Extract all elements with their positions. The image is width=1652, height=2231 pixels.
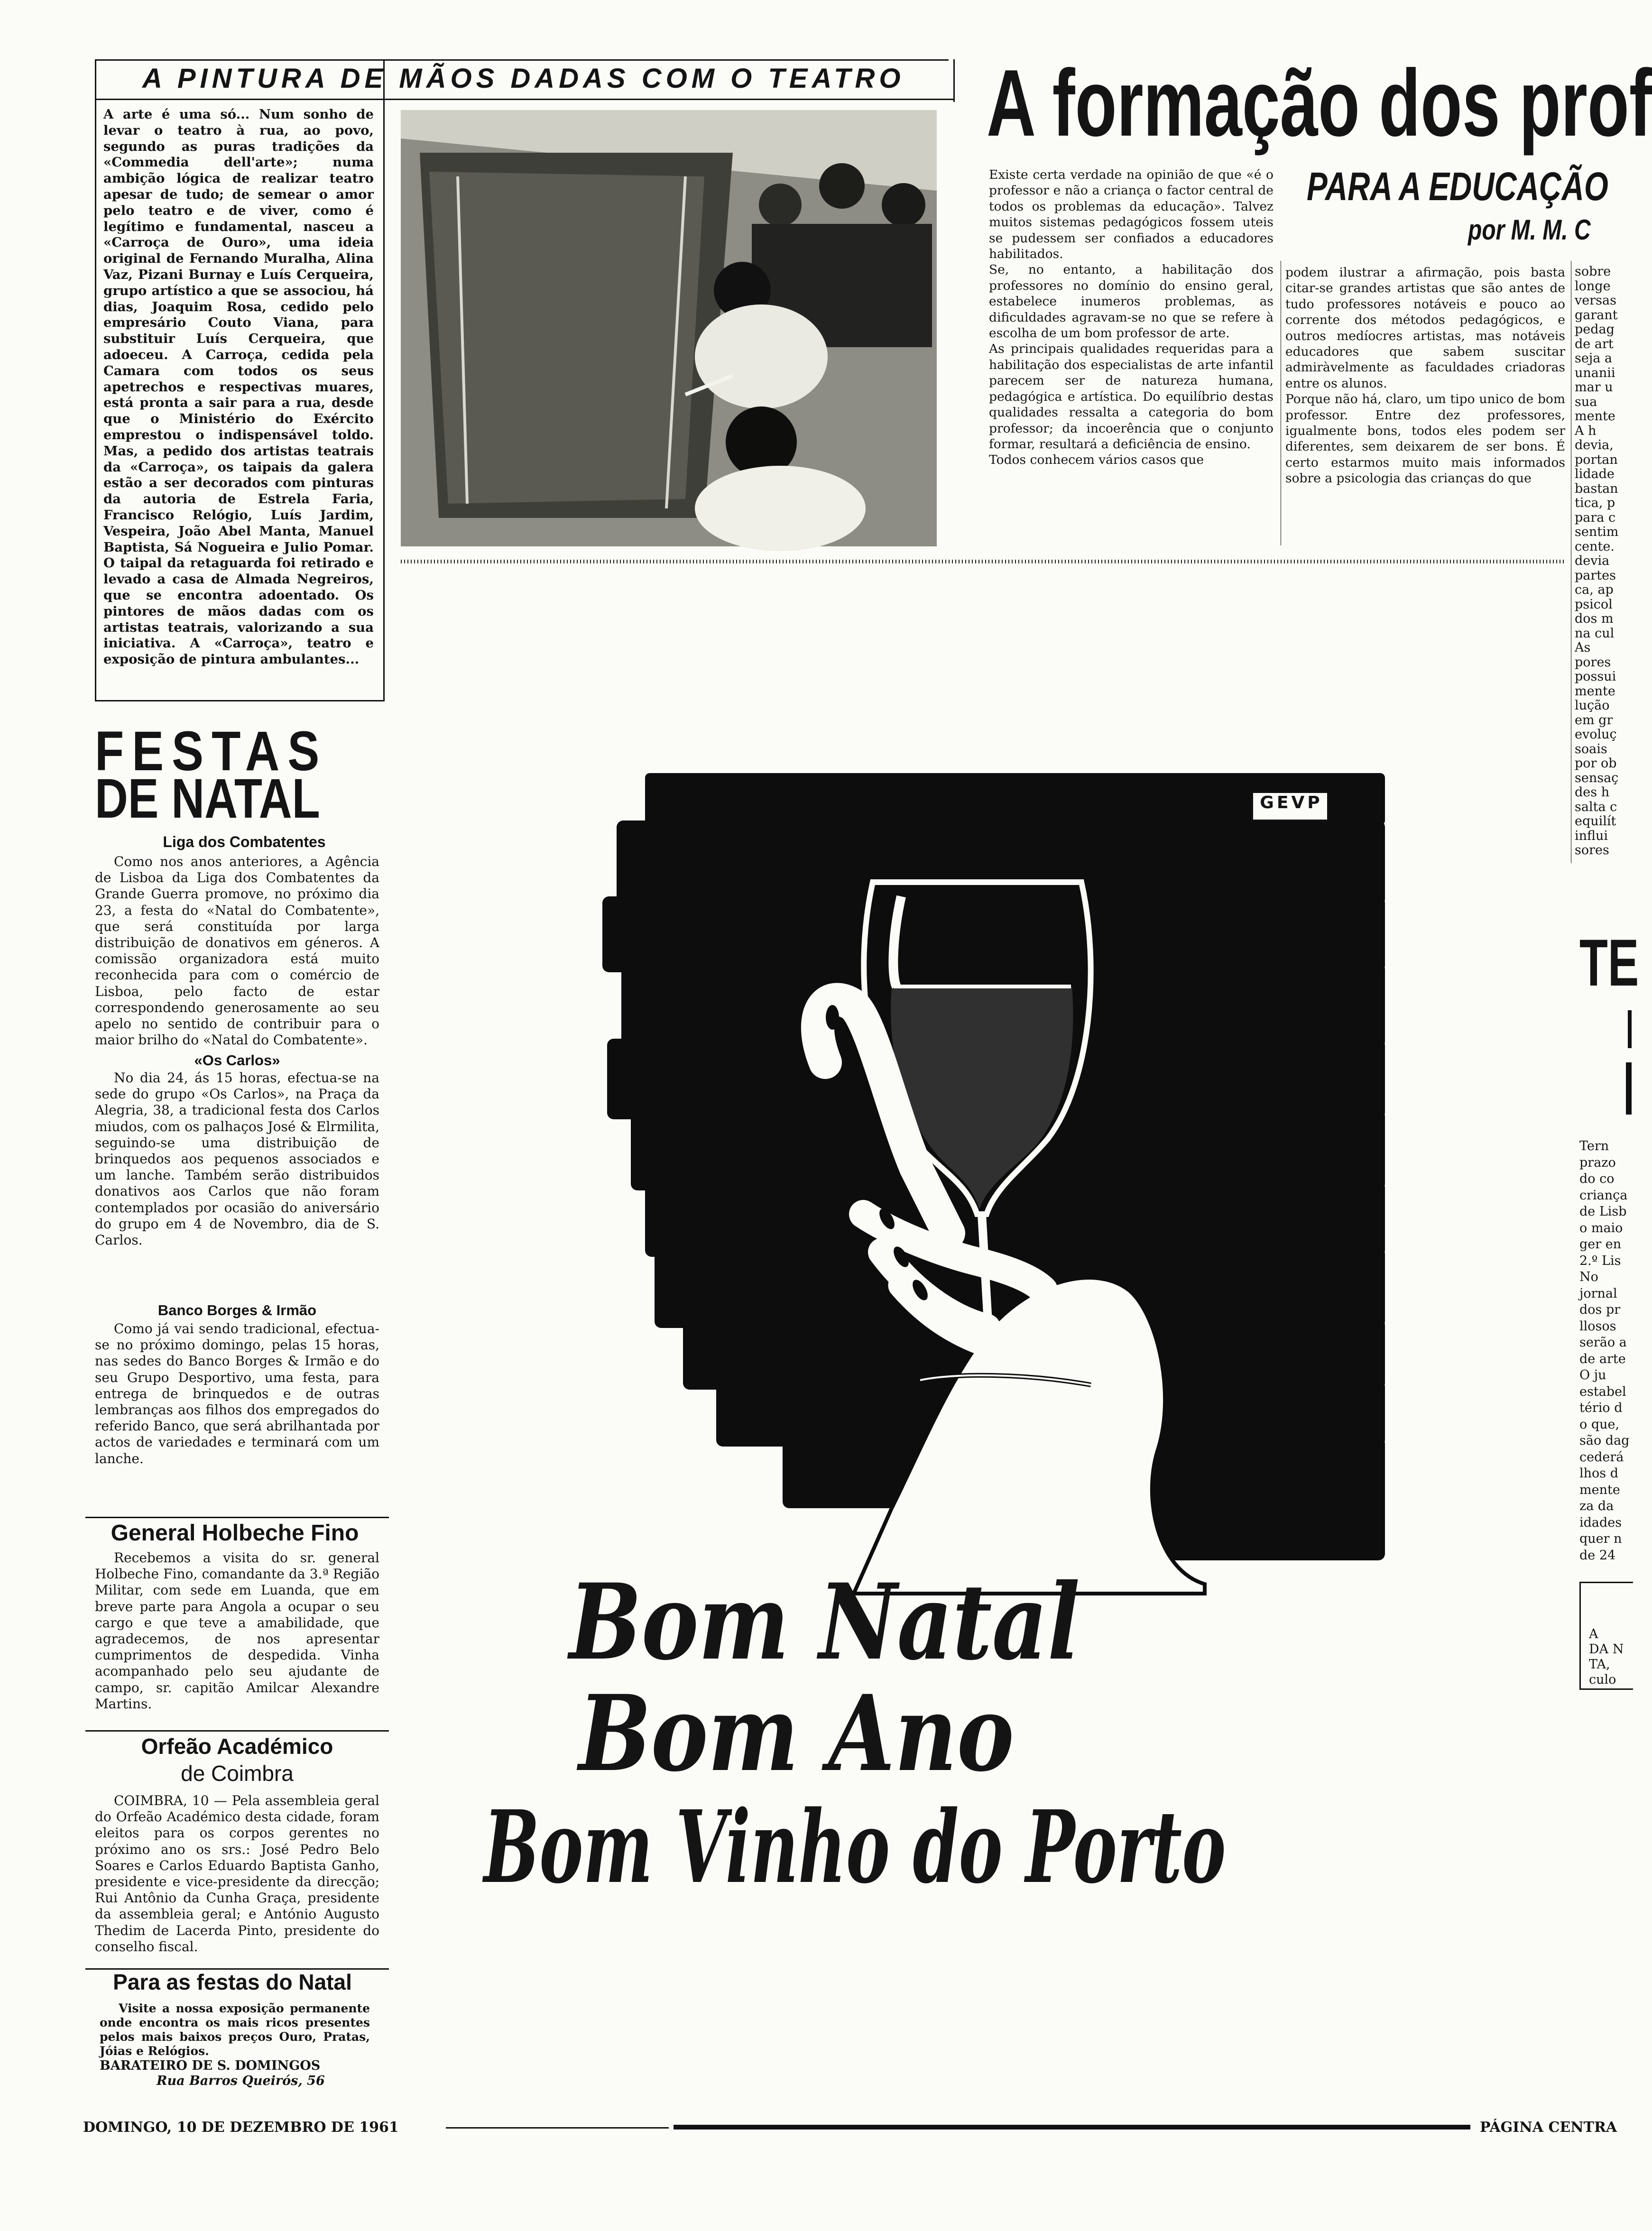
holbeche-top-rule xyxy=(85,1517,389,1518)
te-column-line: tério d xyxy=(1579,1401,1623,1415)
te-column-line: 2.º Lis xyxy=(1579,1253,1621,1268)
formacao-subtitle: PARA A EDUCAÇÃO xyxy=(1307,164,1608,209)
formacao-col3-line: soais xyxy=(1575,741,1607,756)
formacao-col3-line: pedag xyxy=(1575,322,1615,337)
formacao-col3-line: As xyxy=(1575,640,1591,655)
te-column-line: idades xyxy=(1579,1515,1622,1530)
te-column-line: lhos d xyxy=(1579,1466,1619,1481)
te-column-line: quer n xyxy=(1579,1531,1622,1546)
formacao-col3-line: possui xyxy=(1575,669,1616,684)
wine-ad-line2: Bom Ano xyxy=(579,1672,1014,1795)
orfeao-top-rule xyxy=(85,1730,389,1732)
te-box-line: TA, xyxy=(1589,1657,1610,1672)
pintura-photo xyxy=(401,110,937,546)
holbeche-title: General Holbeche Fino xyxy=(111,1521,359,1546)
te-column-line: o maio xyxy=(1579,1220,1623,1235)
formacao-col1: Existe certa verdade na opinião de que «é o professor e não a criança o factor central de todos os problemas da educação». Talvez muitos sistemas pedagógicos fossem uteis se pudessem ser confiados a educadores habilitados. Se, no entanto, a habilitação dos professores no domínio do ensino geral, estabelece inumeros problemas, as dificuldades agravam-se no que se refere à escolha de um bom professor de arte. As principais qualidades requeridas para a habilitação dos especialistas de arte infantil parecem ser de natureza humana, pedagógica e artística. Do equilíbrio destas qualidades ressalta a categoria do bom professor; da incoerência que o conjunto formar, resultará a deficiência de ensino. Todos conhecem vários casos que xyxy=(989,167,1274,468)
te-column-line: criança xyxy=(1579,1188,1628,1203)
formacao-col3-line: seja a xyxy=(1575,351,1612,366)
te-column-line: o que, xyxy=(1579,1417,1620,1432)
te-column-line: O ju xyxy=(1579,1368,1606,1383)
formacao-col3-line: devia xyxy=(1575,553,1610,568)
te-column-line: cederá xyxy=(1579,1449,1624,1465)
formacao-col3-line: sentim xyxy=(1575,525,1619,539)
te-box-text xyxy=(1589,1627,1632,1687)
painters-scene-image xyxy=(401,110,937,546)
formacao-col3-line: sensaç xyxy=(1575,770,1619,785)
te-column-line: mente xyxy=(1579,1482,1620,1497)
formacao-col3-line: garant xyxy=(1575,307,1618,323)
te-column-line: llosos xyxy=(1579,1318,1616,1334)
festas-ad-text: Visite a nossa exposição permanente onde encontra os mais ricos presentes pelos mais baixos preços Ouro, Pratas, Jóias e Relógios. xyxy=(100,2001,370,2058)
formacao-col3-line: lução xyxy=(1575,698,1610,713)
pintura-title-rule-right xyxy=(953,59,955,102)
formacao-col3-line: des h xyxy=(1575,785,1610,800)
te-bracket-2 xyxy=(1626,1062,1632,1115)
carlos-heading: «Os Carlos» xyxy=(194,1052,280,1069)
orfeao-title: Orfeão Académico xyxy=(141,1734,333,1759)
formacao-col3-line: devia, xyxy=(1575,438,1614,452)
formacao-col3-line: equilít xyxy=(1575,814,1616,829)
te-bracket-1 xyxy=(1628,1010,1632,1048)
wine-ad-line3: Bom Vinho do Porto xyxy=(484,1788,1226,1906)
carlos-text: No dia 24, ás 15 horas, efectua-se na sede do grupo «Os Carlos», na Praça da Alegria, 38, a tradicional festa dos Carlos miudos, com os palhaços José & Elrmilita, seguindo-se uma distribuição de brinquedos aos pequenos associados e um lanche. Também serão distribuidos donativos aos Carlos que não foram contemplados por ocasião do aniversário do grupo em 4 de Novembro, dia de S. Carlos. xyxy=(95,1070,379,1248)
formacao-col3-line: A h xyxy=(1575,423,1597,438)
festas-title-2: DE NATAL xyxy=(95,767,320,830)
te-column-line: de Lisb xyxy=(1579,1204,1627,1219)
wine-ad-line1: Bom Natal xyxy=(569,1560,1080,1683)
formacao-col3-line: ca, ap xyxy=(1575,582,1614,597)
formacao-col3-line: lidade xyxy=(1575,467,1615,481)
te-box-line: DA N xyxy=(1589,1642,1624,1657)
formacao-col3-line: pores xyxy=(1575,655,1611,670)
formacao-col3-line: salta c xyxy=(1575,799,1617,814)
formacao-col3-line: partes xyxy=(1575,568,1616,583)
te-column-line: serão a xyxy=(1579,1335,1627,1350)
te-column-line: prazo xyxy=(1579,1155,1616,1170)
festas-title-1: FESTAS xyxy=(95,720,328,783)
te-column-line: za da xyxy=(1579,1499,1614,1513)
formacao-col3-line: unanii xyxy=(1575,365,1615,380)
formacao-col3-line: por ob xyxy=(1575,756,1617,771)
te-column-line: de arte xyxy=(1579,1351,1626,1366)
te-title: TE xyxy=(1579,925,1639,1000)
formacao-col3-line: mente xyxy=(1575,409,1615,424)
formacao-col3-line: longe xyxy=(1575,278,1611,294)
te-column-line: Tern xyxy=(1579,1139,1609,1153)
formacao-col3-line: dos m xyxy=(1575,611,1614,626)
formacao-col2: podem ilustrar a afirmação, pois basta citar-se grandes artistas que são antes de tudo professores notáveis e pouco ao corrente dos métodos pedagógicos, e outros medíocres artistas, mas notáveis educadores que sabem suscitar admiràvelmente as faculdades criadoras entre os alunos. Porque não há, claro, um tipo unico de bom professor. Entre dez professores, igualmente bons, todos eles podem ser diferentes, sem deixarem de ser bons. É certo estarmos muito mais informados sobre a psicologia das crianças do que xyxy=(1285,265,1565,486)
formacao-col3-line: em gr xyxy=(1575,712,1613,728)
formacao-col3-line: sobre xyxy=(1575,264,1611,279)
formacao-col3-line: na cul xyxy=(1575,626,1615,641)
footer-rule-1 xyxy=(446,2127,669,2129)
liga-text: Como nos anos anteriores, a Agência de Lisboa da Liga dos Combatentes da Grande Guerra promove, no próximo dia 23, a festa do «Natal do Combatente», que será constituída por larga distribuição de donativos em géneros. A comissão organizadora está muito reconhecida para com o comércio de Lisboa, pelo facto de estar correspondendo generosamente ao seu apelo no sentido de contribuir para o maior brilho do «Natal do Combatente». xyxy=(95,854,379,1048)
orfeao-text: COIMBRA, 10 — Pela assembleia geral do Orfeão Académico desta cidade, foram eleitos para os corpos gerentes no próximo ano os srs.: José Pedro Belo Soares e Carlos Eduardo Baptista Ganho, presidente e vice-presidente da direcção; Rui Antônio da Cunha Graça, presidente da assembleia geral; e António Augusto Thedim de Lacerda Pinto, presidente do conselho fiscal. xyxy=(95,1793,379,1954)
holbeche-text: Recebemos a visita do sr. general Holbeche Fino, comandante da 3.ª Região Militar, com sede em Luanda, que em breve parte para Angola a ocupar o seu cargo e que teve a amabilidade, que agradecemos, de nos apresentar cumprimentos de despedida. Vinha acompanhado pelo seu ajudante de campo, sr. capitão Amilcar Alexandre Martins. xyxy=(95,1550,379,1712)
formacao-col3-line: bastan xyxy=(1575,481,1618,496)
footer-date: DOMINGO, 10 DE DEZEMBRO DE 1961 xyxy=(83,2119,399,2136)
formacao-col3-line: versas xyxy=(1575,293,1616,308)
te-column-line: jornal xyxy=(1579,1286,1617,1301)
section-separator xyxy=(401,560,1565,563)
te-column-line: estabel xyxy=(1579,1384,1626,1399)
te-column-line: são dag xyxy=(1579,1433,1630,1448)
orfeao-subtitle: de Coimbra xyxy=(181,1761,294,1786)
formacao-col3 xyxy=(1575,265,1632,858)
te-column-line: do co xyxy=(1579,1171,1615,1186)
pintura-text: A arte é uma só... Num sonho de levar o teatro à rua, ao povo, segundo as puras tradições da «Commedia dell'arte»; numa ambição lógica de realizar teatro apesar de tudo; de semear o amor pelo teatro e de viver, como é legítimo e fundamental, nasceu a «Carroça de Ouro», uma ideia original de Fernando Muralha, Alina Vaz, Pizani Burnay e Luís Cerqueira, grupo artístico a que se associou, há dias, Joaquim Rosa, cedido pelo empresário Couto Viana, para substituir Luís Cerqueira, que adoeceu. A Carroça, cedida pela Camara com todos os seus apetrechos e respectivas muares, está pronta a sair para a rua, desde que o Ministério do Exército emprestou o indispensável toldo. Mas, a pedido dos artistas teatrais da «Carroça», os taipais da galera estão a ser decorados com pinturas da autoria de Estrela Faria, Francisco Relógio, Luís Jardim, Vespeira, João Abel Manta, Manuel Baptista, Sá Nogueira e Julio Pomar. O taipal da retaguarda foi retirado e levado a casa de Almada Negreiros, que se encontra adoentado. Os pintores de mãos dadas com os artistas teatrais, valorizando a sua iniciativa. A «Carroça», teatro e exposição de pintura ambulantes... xyxy=(103,107,374,667)
festas-ad-shop: BARATEIRO DE S. DOMINGOS xyxy=(100,2058,321,2073)
formacao-col3-line: cente. xyxy=(1575,539,1615,554)
formacao-col3-line: para c xyxy=(1575,510,1616,525)
formacao-col3-line: tica, p xyxy=(1575,496,1615,510)
festas-ad-address: Rua Barros Queirós, 56 xyxy=(157,2074,325,2088)
festas-ad-title: Para as festas do Natal xyxy=(113,1970,352,1994)
formacao-col3-line: influi xyxy=(1575,828,1608,843)
wine-ad-logo: GEVP xyxy=(1260,793,1323,812)
formacao-col3-line: mente xyxy=(1575,683,1615,699)
liga-heading: Liga dos Combatentes xyxy=(163,833,326,850)
te-box-line: culo xyxy=(1589,1672,1616,1687)
te-column-line: de 24 xyxy=(1579,1548,1616,1563)
formacao-col3-line: evoluç xyxy=(1575,727,1617,742)
formacao-col3-line: mar u xyxy=(1575,380,1613,395)
pintura-title: A PINTURA DE MÃOS DADAS COM O TEATRO xyxy=(142,63,905,94)
formacao-col3-line: psicol xyxy=(1575,597,1613,612)
formacao-byline: por M. M. C xyxy=(1468,214,1591,246)
footer-page: PÁGINA CENTRA xyxy=(1480,2119,1617,2136)
formacao-col3-line: sua xyxy=(1575,394,1597,409)
banco-text: Como já vai sendo tradicional, efectua-se no próximo domingo, pelas 15 horas, nas sedes do Banco Borges & Irmão e do seu Grupo Desportivo, uma festa, para entrega de brinquedos e de outras lembranças aos filhos dos empregados do referido Banco, que será abrilhantada por actos de variedades e terminará com um lanche. xyxy=(95,1321,379,1466)
formacao-title: A formação dos prof xyxy=(987,50,1652,156)
te-box-line: A xyxy=(1589,1627,1598,1641)
te-column xyxy=(1579,1138,1632,1564)
formacao-col3-line: portan xyxy=(1575,452,1618,467)
formacao-col3-line: de art xyxy=(1575,336,1614,351)
te-column-line: dos pr xyxy=(1579,1302,1621,1317)
te-column-line: No xyxy=(1579,1270,1598,1284)
footer-rule-2 xyxy=(674,2125,1470,2130)
banco-heading: Banco Borges & Irmão xyxy=(157,1302,317,1318)
te-column-line: ger en xyxy=(1579,1237,1622,1252)
formacao-col3-line: sores xyxy=(1575,843,1609,857)
pintura-title-underline xyxy=(95,99,953,100)
